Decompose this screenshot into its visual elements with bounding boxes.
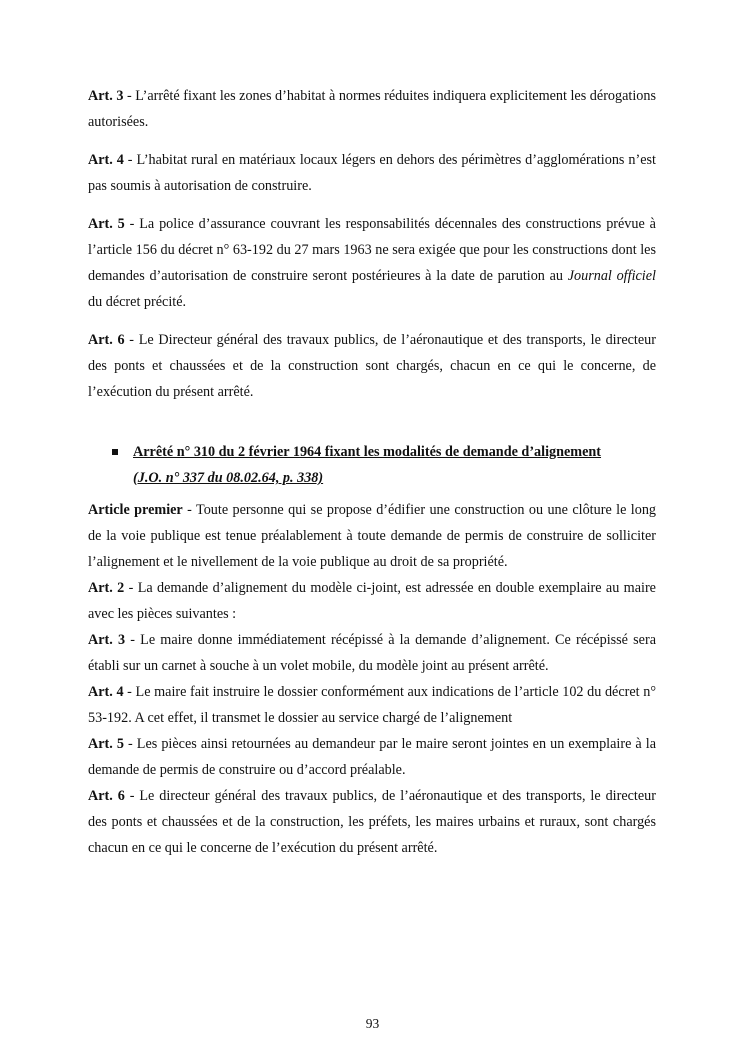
journal-title: Journal officiel [567,268,656,284]
article-text: L’habitat rural en matériaux locaux légers en dehors des périmètres d’agglomérations n’est pas soumis à autorisation de construire. [88,152,656,194]
article-label: Art. 5 [88,736,124,752]
article-text: Le Directeur général des travaux publics, de l’aéronautique et des transports, le directeur des ponts et chaussées et de la construction sont chargés, chacun en ce qui le concerne, de l’exécution du présent arrêté. [88,332,656,400]
square-bullet-icon [112,449,118,455]
article-4-paragraph: Art. 4 - L’habitat rural en matériaux locaux légers en dehors des périmètres d’agglomérations n’est pas soumis à autorisation de construire. [88,152,656,194]
article-text: L’arrêté fixant les zones d’habitat à normes réduites indiquera explicitement les dérogations autorisées. [88,88,656,130]
article-label: Art. 4 [88,684,124,700]
article-label: Art. 6 [88,332,125,348]
article-text: Toute personne qui se propose d’édifier une construction ou une clôture le long de la voie publique est tenue préalablement à toute demande de permis de construire de solliciter l’alignement et le nivellement de la voie publique au droit de sa propriété. [88,502,657,570]
article-3b-paragraph: Art. 3 - Le maire donne immédiatement récépissé à la demande d’alignement. Ce récépissé sera établi sur un carnet à souche à un volet mobile, du modèle joint au présent arrêté. [88,632,656,674]
article-label: Art. 3 [88,632,126,648]
article-6-paragraph: Art. 6 - Le Directeur général des travaux publics, de l’aéronautique et des transports, le directeur des ponts et chaussées et de la construction sont chargés, chacun en ce qui le concerne, de l’exécution du présent arrêté. [88,332,656,400]
article-text: Le maire donne immédiatement récépissé à la demande d’alignement. Ce récépissé sera établi sur un carnet à souche à un volet mobile, du modèle joint au présent arrêté. [88,632,656,674]
article-premier-paragraph: Article premier - Toute personne qui se propose d’édifier une construction ou une clôture le long de la voie publique est tenue préalablement à toute demande de permis de construire de solliciter l’alignement et le nivellement de la voie publique au droit de sa propriété. [88,502,657,570]
article-text: Le directeur général des travaux publics, de l’aéronautique et des transports, le directeur des ponts et chaussées et de la construction, les préfets, les maires urbains et ruraux, sont chargés chacun en ce qui le concerne de l’exécution du présent arrêté. [88,788,656,856]
article-text: Les pièces ainsi retournées au demandeur par le maire seront jointes en un exemplaire à la demande de permis de construire ou d’accord préalable. [88,736,656,778]
document-page [88,83,656,861]
article-5b-paragraph: Art. 5 - Les pièces ainsi retournées au demandeur par le maire seront jointes en un exemplaire à la demande de permis de construire ou d’accord préalable. [88,736,656,778]
article-6b-paragraph: Art. 6 - Le directeur général des travaux publics, de l’aéronautique et des transports, le directeur des ponts et chaussées et de la construction, les préfets, les maires urbains et ruraux, sont chargés chacun en ce qui le concerne de l’exécution du présent arrêté. [88,788,656,856]
article-2-paragraph: Art. 2 - La demande d’alignement du modèle ci-joint, est adressée en double exemplaire au maire avec les pièces suivantes : [88,580,656,622]
article-label: Art. 4 [88,152,124,168]
article-4b-paragraph: Art. 4 - Le maire fait instruire le dossier conformément aux indications de l’article 102 du décret n° 53-192. A cet effet, il transmet le dossier au service chargé de l’alignement [88,684,657,726]
article-label: Art. 3 [88,88,124,104]
article-5-paragraph: Art. 5 - La police d’assurance couvrant les responsabilités décennales des constructions prévue à l’article 156 du décret n° 63-192 du 27 mars 1963 ne sera exigée que pour les constructions dont les demandes d’autorisation de construire seront postérieures à la date de parution au Journal officiel du décret précité. [88,216,656,310]
article-text: La demande d’alignement du modèle ci-joint, est adressée en double exemplaire au maire avec les pièces suivantes : [88,580,656,622]
decree-title: Arrêté n° 310 du 2 février 1964 fixant les modalités de demande d’alignement [133,444,602,460]
article-text: Le maire fait instruire le dossier conformément aux indications de l’article 102 du décret n° 53-192. A cet effet, il transmet le dossier au service chargé de l’alignement [88,684,657,726]
decree-reference: (J.O. n° 337 du 08.02.64, p. 338) [133,470,324,486]
article-3-paragraph: Art. 3 - L’arrêté fixant les zones d’habitat à normes réduites indiquera explicitement les dérogations autorisées. [88,88,656,130]
article-label: Art. 6 [88,788,125,804]
page-number: 93 [365,1016,380,1031]
article-text: La police d’assurance couvrant les responsabilités décennales des constructions prévue à l’article 156 du décret n° 63-192 du 27 mars 1963 ne sera exigée que pour les constructions dont les demandes d’autorisation de construire seront postérieures à la date de parution au [88,216,656,284]
article-label: Art. 2 [88,580,125,596]
decree-heading [88,439,656,491]
article-label: Article premier [88,502,183,518]
article-label: Art. 5 [88,216,125,232]
